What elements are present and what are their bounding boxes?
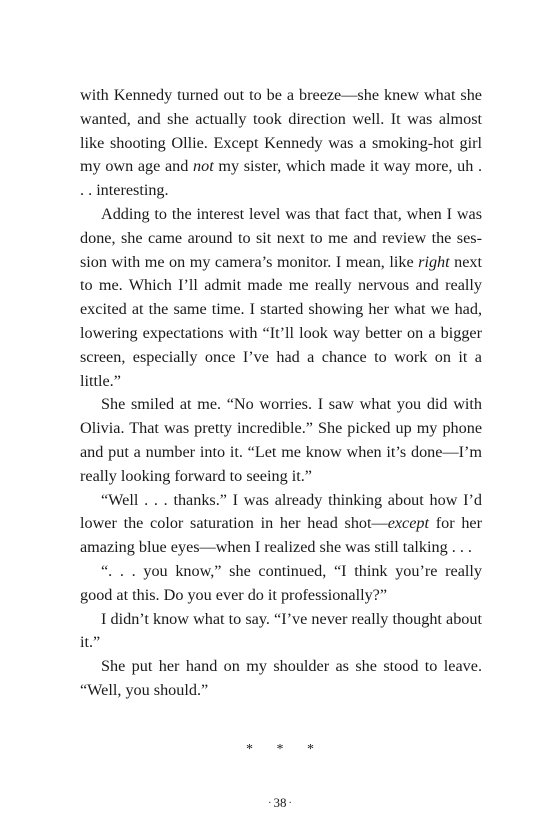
- text-run: Adding to the interest level was that fact that, when I was done, she came around to sit next to me and review the session with me on my camera’s monitor. I mean, like: [80, 204, 482, 271]
- paragraph: [80, 203, 482, 393]
- text-run: for her amazing blue eyes—when I realized she was still talking . . .: [80, 514, 482, 557]
- text-run: next to me. Which I’ll admit made me really nervous and really excited at the same time. I started showing her what we had, lowering expectations with “It’ll look way better on a bigger screen, especially once I’ve had a chance to work on it a little.”: [80, 252, 482, 390]
- paragraph: [80, 608, 482, 656]
- page-number-text: 38: [273, 795, 287, 810]
- paragraph: [80, 84, 482, 203]
- section-break: [0, 742, 560, 758]
- folio-ornament-left: ·: [268, 798, 272, 809]
- paragraph: [80, 393, 482, 488]
- paragraph: [80, 489, 482, 560]
- folio-ornament-right: ·: [288, 798, 292, 809]
- section-break-asterisk: *: [246, 742, 253, 757]
- italic-text: except: [387, 514, 430, 533]
- text-run: “. . . you know,” she continued, “I think you’re really good at this. Do you ever do it professionally?”: [80, 561, 482, 604]
- text-run: I didn’t know what to say. “I’ve never really thought about it.”: [80, 609, 482, 652]
- text-run: my sister, which made it way more, uh . . . interesting.: [80, 157, 482, 200]
- paragraph: [80, 655, 482, 703]
- text-run: She smiled at me. “No worries. I saw what you did with Olivia. That was pretty incredible.” She picked up my phone and put a number into it. “Let me know when it’s done—I’m really looking forward to seeing it.”: [80, 395, 482, 485]
- section-break-asterisk: *: [307, 742, 314, 757]
- paragraph: [80, 560, 482, 608]
- body-text: [80, 84, 482, 703]
- section-break-asterisk: *: [276, 742, 284, 757]
- text-run: with Kennedy turned out to be a breeze—she knew what she wanted, and she actually took direction well. It was almost like shooting Ollie. Except Kennedy was a smoking-hot girl my own age and: [80, 86, 482, 176]
- italic-text: right: [418, 252, 450, 271]
- italic-text: not: [193, 157, 214, 176]
- text-run: “Well . . . thanks.” I was already thinking about how I’d lower the color saturation in her head shot—: [80, 490, 482, 533]
- page-number: [0, 795, 560, 811]
- text-run: She put her hand on my shoulder as she stood to leave. “Well, you should.”: [80, 657, 482, 699]
